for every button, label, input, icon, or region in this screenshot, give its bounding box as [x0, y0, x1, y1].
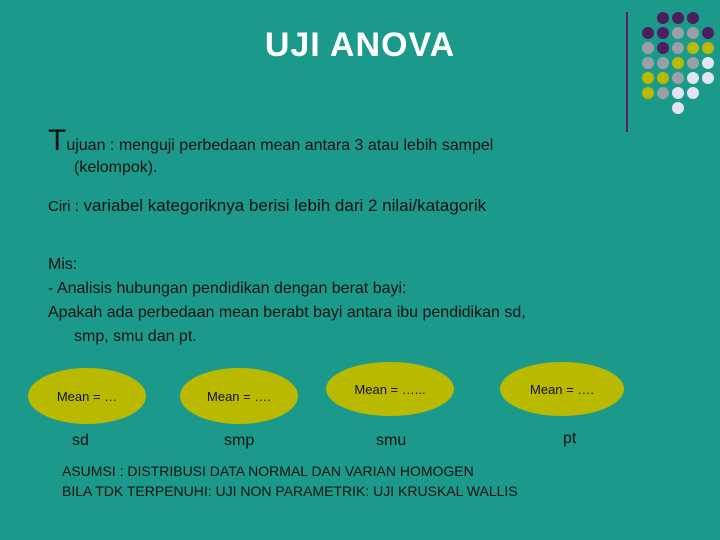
group-mean: Mean = …. [530, 381, 594, 397]
asumsi-block [62, 461, 518, 501]
asumsi-line2: BILA TDK TERPENUHI: UJI NON PARAMETRIK: UJI KRUSKAL WALLIS [62, 483, 518, 499]
group-ellipse [500, 362, 624, 416]
mis-paragraph [48, 253, 698, 349]
decorative-dot [657, 87, 669, 99]
tujuan-first-letter: T [48, 124, 67, 157]
page-title: UJI ANOVA [264, 26, 456, 64]
group-label: pt [563, 430, 577, 447]
tujuan-paragraph [48, 124, 668, 179]
decorative-dot [657, 12, 669, 24]
decorative-dot [642, 87, 654, 99]
decorative-dot [657, 72, 669, 84]
decorative-dot [672, 72, 684, 84]
ciri-paragraph [48, 196, 486, 216]
group-label: smu [376, 432, 407, 449]
mis-line2: - Analisis hubungan pendidikan dengan berat bayi: [48, 280, 407, 297]
mis-line4: smp, smu dan pt. [74, 328, 197, 345]
group-label: sd [72, 432, 89, 449]
decorative-dot [687, 87, 699, 99]
group-label: smp [224, 432, 255, 449]
tujuan-text: ujuan : menguji perbedaan mean antara 3 atau lebih sampel [66, 137, 494, 154]
asumsi-line1: ASUMSI : DISTRIBUSI DATA NORMAL DAN VARIAN HOMOGEN [62, 463, 474, 479]
decorative-dot [642, 72, 654, 84]
ciri-text: variabel kategoriknya berisi lebih dari 2 nilai/katagorik [78, 196, 487, 215]
group-ellipse [326, 362, 454, 416]
group-ellipse [180, 368, 298, 424]
group-ellipse [28, 368, 146, 424]
group-mean: Mean = …. [207, 388, 271, 404]
decorative-dot [687, 12, 699, 24]
decorative-dot [672, 87, 684, 99]
decorative-dot [672, 12, 684, 24]
decorative-dot [672, 102, 684, 114]
group-mean: Mean = … [56, 388, 118, 404]
group-mean: Mean = …... [354, 381, 426, 397]
decorative-dot [702, 72, 714, 84]
tujuan-text-line2: (kelompok). [74, 159, 158, 176]
mis-line3: Apakah ada perbedaan mean berabt bayi antara ibu pendidikan sd, [48, 304, 526, 321]
decorative-dot [687, 72, 699, 84]
mis-line1: Mis: [48, 256, 78, 273]
ciri-label: Ciri : [48, 198, 79, 215]
